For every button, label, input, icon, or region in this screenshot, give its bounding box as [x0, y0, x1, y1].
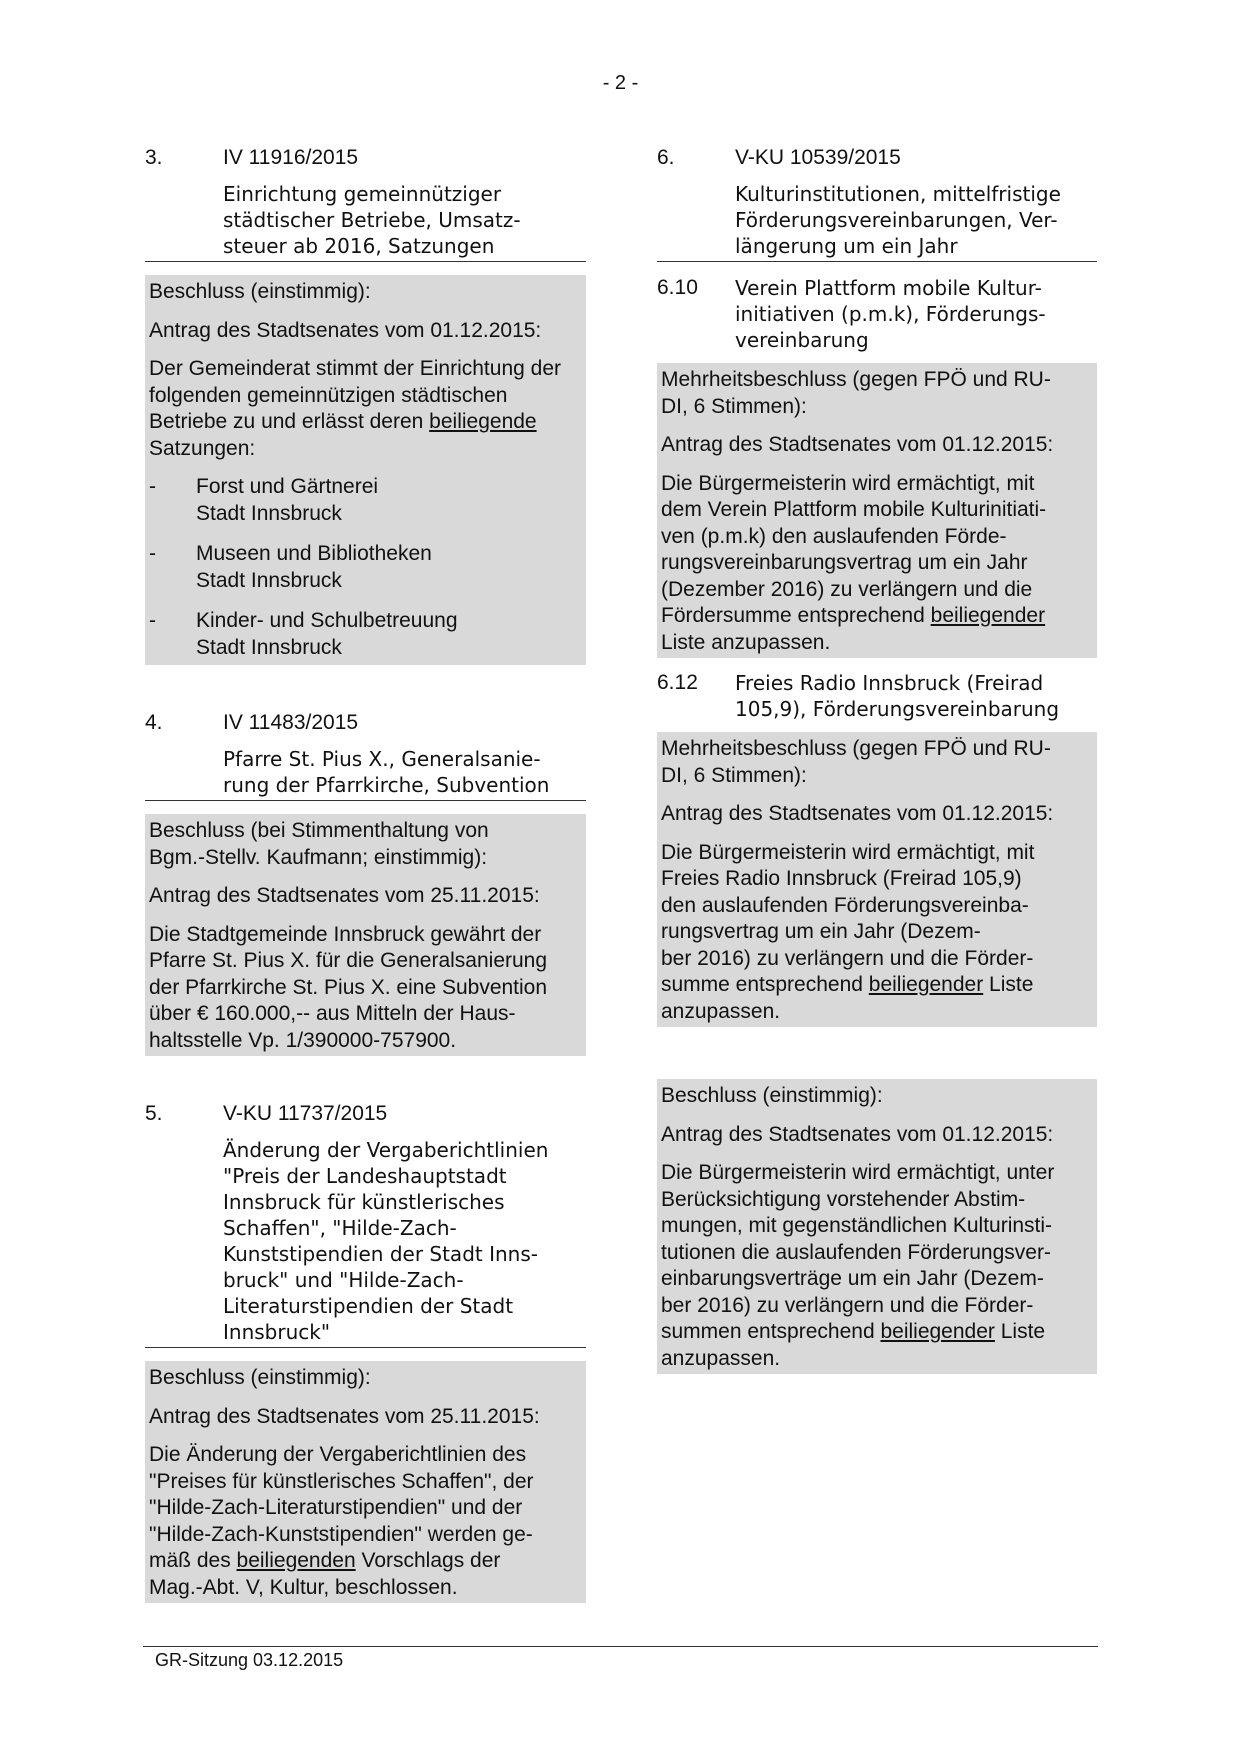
item-number: 6. [657, 146, 675, 169]
resolution-text: Die Bürgermeisterin wird ermächtigt, mit dem Verein Plattform mobile Kulturinitiati- ven (p.m.k) den auslaufenden Förde- rungsvereinbarungsvertrag um ein Jahr (Dezember 2016) zu verlängern und die Fördersumme entsprechend beiliegender Liste anzupassen. [661, 471, 1047, 654]
attachment-link[interactable]: beiliegenden [236, 1549, 356, 1572]
decision-label: Mehrheitsbeschluss (gegen FPÖ und RU- DI, 6 Stimmen): [661, 737, 1051, 787]
sub-item-title: Freies Radio Innsbruck (Freirad 105,9), Förderungsvereinbarung [735, 671, 1060, 721]
enterprise-list [149, 474, 582, 661]
attachment-link[interactable]: beiliegender [930, 604, 1046, 627]
motion-label: Antrag des Stadtsenates vom 01.12.2015: [661, 433, 1054, 456]
motion-label: Antrag des Stadtsenates vom 01.12.2015: [661, 802, 1054, 825]
item-code: V-KU 10539/2015 [735, 146, 901, 169]
agenda-item-5 [145, 1101, 586, 1603]
sub-item-number: 6.10 [657, 276, 698, 299]
resolution-text: Die Bürgermeisterin wird ermächtigt, unter Berücksichtigung vorstehender Abstim- mungen, mit gegenständlichen Kulturinsti- tutionen die auslaufenden Förderungsver- einbarungsverträge um ein Jahr (Dezem- ber 2016) zu verlängern und die Förder- summen entsprechend beiliegender Liste anzupassen. [661, 1161, 1055, 1370]
item-code: IV 11483/2015 [223, 711, 359, 734]
sub-item-6-12 [657, 670, 1097, 1027]
page-number: - 2 - [602, 72, 639, 94]
attachment-link[interactable]: beiliegende [429, 410, 537, 433]
list-item: - Forst und Gärtnerei Stadt Innsbruck [149, 475, 379, 525]
item-title: Änderung der Vergaberichtlinien "Preis der Landeshauptstadt Innsbruck für künstlerisches Schaffen", "Hilde-Zach- Kunststipendien der Stadt Inns- bruck" und "Hilde-Zach- Literaturstipendien der Stadt Innsbruck" [223, 1138, 549, 1344]
sub-item-6-10 [657, 275, 1097, 658]
agenda-item-3 [145, 145, 586, 665]
item-number: 4. [145, 711, 163, 734]
divider [145, 261, 586, 262]
divider [657, 261, 1097, 262]
list-item: - Museen und Bibliotheken Stadt Innsbruck [149, 542, 432, 592]
divider [145, 1347, 586, 1348]
motion-label: Antrag des Stadtsenates vom 25.11.2015: [149, 884, 540, 907]
attachment-link[interactable]: beiliegender [880, 1320, 995, 1343]
footer-session-label: GR-Sitzung 03.12.2015 [155, 1650, 344, 1670]
agenda-item-6 [657, 145, 1097, 1374]
agenda-item-4 [145, 710, 586, 1056]
resolution-box [145, 1361, 586, 1603]
final-resolution-box [657, 1079, 1097, 1374]
divider [145, 800, 586, 801]
footer-divider [143, 1646, 1098, 1647]
resolution-text: Die Stadtgemeinde Innsbruck gewährt der Pfarre St. Pius X. für die Generalsanierung der Pfarrkirche St. Pius X. eine Subvention über € 160.000,-- aus Mitteln der Haus- haltsstelle Vp. 1/390000-757900. [149, 922, 548, 1052]
attachment-link[interactable]: beiliegender [868, 973, 984, 996]
resolution-box [657, 363, 1097, 658]
resolution-text: Der Gemeinderat stimmt der Einrichtung der folgenden gemeinnützigen städtischen Betriebe zu und erlässt deren beiliegende Satzungen: [149, 357, 561, 460]
item-title: Kulturinstitutionen, mittelfristige Förderungsvereinbarungen, Ver- längerung um ein Jahr [735, 182, 1061, 258]
item-number: 3. [145, 146, 163, 169]
sub-item-number: 6.12 [657, 671, 698, 694]
item-number: 5. [145, 1102, 163, 1125]
item-title: Einrichtung gemeinnütziger städtischer Betriebe, Umsatz- steuer ab 2016, Satzungen [223, 182, 521, 258]
motion-label: Antrag des Stadtsenates vom 01.12.2015: [149, 318, 542, 342]
item-title: Pfarre St. Pius X., Generalsanie- rung der Pfarrkirche, Subvention [223, 747, 550, 797]
resolution-box [145, 275, 586, 665]
motion-label: Antrag des Stadtsenates vom 25.11.2015: [149, 1404, 540, 1428]
resolution-text: Die Änderung der Vergaberichtlinien des "Preises für künstlerisches Schaffen", der "Hilde-Zach-Literaturstipendien" und der "Hilde-Zach-Kunststipendien" werden ge- mäß des beiliegenden Vorschlags der Mag.-Abt. V, Kultur, beschlossen. [149, 1443, 534, 1599]
list-item: - Kinder- und Schulbetreuung Stadt Innsbruck [149, 609, 458, 659]
item-code: IV 11916/2015 [223, 146, 359, 169]
decision-label: Beschluss (einstimmig): [661, 1084, 883, 1107]
decision-label: Mehrheitsbeschluss (gegen FPÖ und RU- DI, 6 Stimmen): [661, 368, 1051, 418]
resolution-box [145, 814, 586, 1056]
left-column [145, 145, 586, 1603]
right-column [657, 145, 1097, 1374]
decision-label: Beschluss (einstimmig): [149, 280, 371, 303]
decision-label: Beschluss (einstimmig): [149, 1366, 371, 1389]
resolution-text: Die Bürgermeisterin wird ermächtigt, mit Freies Radio Innsbruck (Freirad 105,9) den auslaufenden Förderungsvereinba- rungsvertrag um ein Jahr (Dezem- ber 2016) zu verlängern und die Förder- summe entsprechend beiliegender Liste anzupassen. [661, 840, 1035, 1023]
decision-label: Beschluss (bei Stimmenthaltung von Bgm.-Stellv. Kaufmann; einstimmig): [149, 819, 489, 869]
item-code: V-KU 11737/2015 [223, 1102, 388, 1125]
resolution-box [657, 732, 1097, 1027]
sub-item-title: Verein Plattform mobile Kultur- initiativen (p.m.k), Förderungs- vereinbarung [735, 276, 1046, 352]
motion-label: Antrag des Stadtsenates vom 01.12.2015: [661, 1122, 1054, 1146]
